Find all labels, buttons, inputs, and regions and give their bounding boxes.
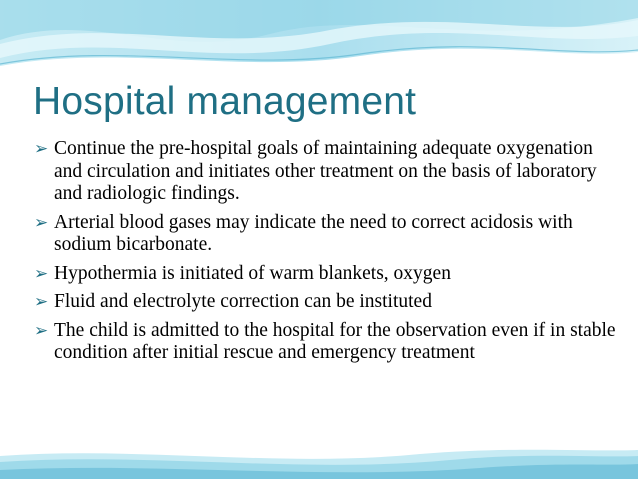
bullet-item xyxy=(34,320,624,365)
arrow-bullet-icon: ➢ xyxy=(34,139,49,159)
slide-title: Hospital management xyxy=(33,80,417,123)
header-wave-decoration xyxy=(0,0,638,72)
arrow-bullet-icon: ➢ xyxy=(34,292,49,312)
bullet-item xyxy=(34,263,624,286)
bullet-text: The child is admitted to the hospital for the observation even if in stable condition after initial rescue and emergency treatment xyxy=(54,319,616,363)
bullet-text: Hypothermia is initiated of warm blankets, oxygen xyxy=(54,262,451,284)
bullet-item xyxy=(34,138,624,206)
bullet-item xyxy=(34,212,624,257)
arrow-bullet-icon: ➢ xyxy=(34,212,49,233)
footer-wave-decoration xyxy=(0,446,638,479)
bullet-text: Fluid and electrolyte correction can be instituted xyxy=(54,291,432,312)
bullet-list xyxy=(34,138,624,371)
arrow-bullet-icon: ➢ xyxy=(34,263,49,284)
bullet-text: Continue the pre-hospital goals of maintaining adequate oxygenation and circulation and initiates other treatment on the basis of laboratory and radiologic findings. xyxy=(54,138,597,204)
bullet-text: Arterial blood gases may indicate the need to correct acidosis with sodium bicarbonate. xyxy=(54,211,573,255)
arrow-bullet-icon: ➢ xyxy=(34,320,49,341)
bullet-item xyxy=(34,291,624,314)
